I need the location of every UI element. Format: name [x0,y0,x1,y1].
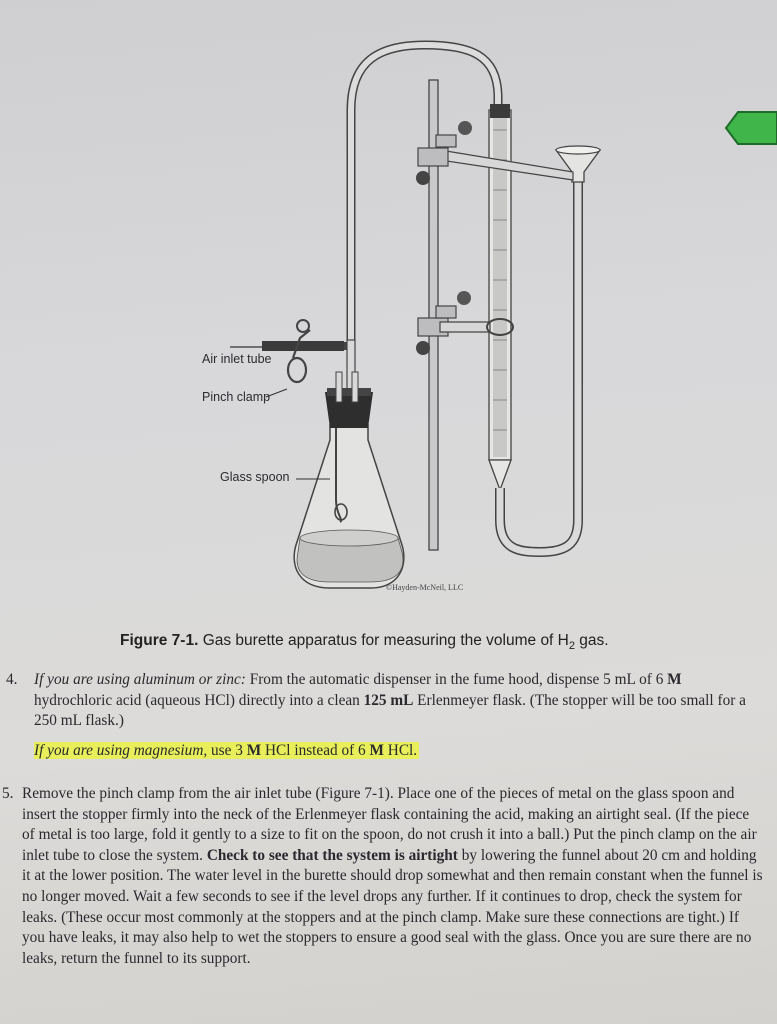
caption-text: Gas burette apparatus for measuring the volume of H [202,632,569,649]
mg-note-text-c: HCl. [383,742,418,759]
highlighted-text [34,742,419,759]
step-4-lead: If you are using aluminum or zinc: [34,671,246,688]
step-5-text-a: Remove the pinch clamp from the air inlet tube (Figure 7-1). Place one of the pieces of metal on the glass spoon and insert the stopper firmly into the neck of the Erlenmeyer flask containing the acid, making an airtight seal. (If the piece of metal is too large, fold it gently to a size to fit on the spoon, do not crush it into a ball.) Put the pinch clamp on the air inlet tube to close the system. [22,785,757,864]
step-5-text-b: by lowering the funnel about 20 cm and holding it at the lower position. The water level in the burette should drop somewhat and then remain constant when the funnel is no longer moved. Wait a few seconds to see if the level drops any further. If it continues to drop, check the system for leaks. (These occur most commonly at the stoppers and at the pinch clamp. Make sure these connections are tight.) If you have leaks, it may also help to wet the stoppers to ensure a good seal with the glass. Once you are sure there are no leaks, return the funnel to its support. [22,846,763,967]
mg-note-lead: If you are using magnesium, [34,742,208,759]
caption-number: Figure 7-1. [120,632,199,649]
air-inlet-tube-label: Air inlet tube [202,352,272,366]
mg-note-text-b: HCl instead of 6 [261,742,370,759]
step-5-bold-a: Check to see that the system is airtight [206,846,458,864]
step-4-text-b: hydrochloric acid (aqueous HCl) directly into a clean [34,691,364,709]
pinch-clamp-label: Pinch clamp [202,390,271,404]
mg-note-bold-a: M [246,742,262,759]
mg-note-bold-b: M [369,742,384,759]
air-inlet-tube [262,341,344,351]
rubber-stopper [325,392,373,428]
glass-spoon-label: Glass spoon [220,470,290,484]
step-4-bold-b: 125 mL [363,691,414,709]
figure-caption [120,632,720,652]
caption-text-end: gas. [575,632,609,649]
step-4-text-a: From the automatic dispenser in the fume hood, dispense 5 mL of 6 [245,671,668,688]
step-number: 5. [2,785,14,802]
step-5 [2,784,764,969]
rubber-tubing [500,180,578,552]
connecting-tube [351,45,498,390]
step-number: 4. [6,671,18,688]
mg-note-text-a: use 3 [207,742,247,759]
step-4-bold-a: M [667,671,682,688]
figure-copyright: ©Hayden-McNeil, LLC [386,583,464,592]
caption-subscript: 2 [568,640,575,653]
step-4-text-c: Erlenmeyer flask. (The stopper will be too small for a 250 mL flask.) [34,691,746,730]
step-4 [6,670,762,732]
magnesium-note [34,742,419,760]
